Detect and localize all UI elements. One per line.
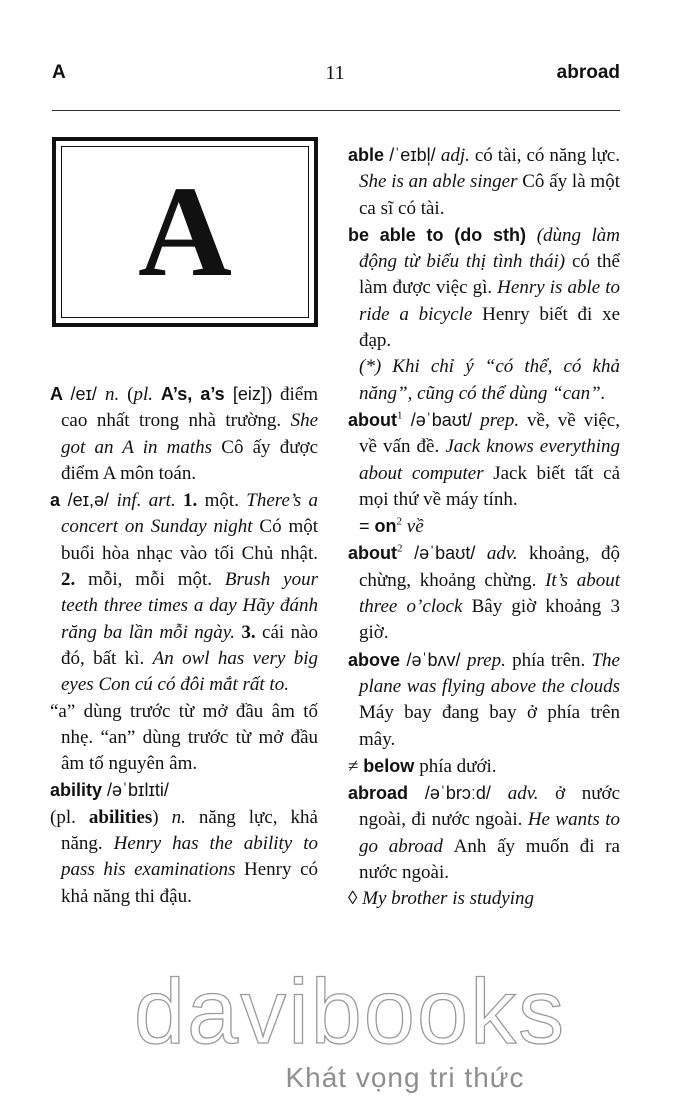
entry-text: She is an able singer xyxy=(359,171,523,193)
entry-text: He wants to go abroad xyxy=(359,809,621,857)
entry-text: abilities xyxy=(88,806,153,828)
dictionary-entry xyxy=(348,886,620,912)
headword: about xyxy=(348,543,397,564)
entry-text: Henry is able to ride a bicycle xyxy=(359,277,620,325)
pronunciation: /əˈbaʊt/ xyxy=(410,409,481,430)
headword: be able to (do sth) xyxy=(348,224,537,245)
entry-text: Cô ấy là một ca sĩ có tài. xyxy=(359,171,620,219)
dictionary-entry xyxy=(50,487,318,698)
entry-text: prep. xyxy=(466,649,513,671)
watermark-tagline: Khát vọng tri thức xyxy=(285,1062,525,1093)
left-column xyxy=(50,381,318,910)
entry-text: ở nước ngoài, đi nước ngoài. xyxy=(359,783,621,831)
entry-text: My brother is studying xyxy=(362,888,535,910)
entry-text: Anh ấy muốn đi ra nước ngoài. xyxy=(359,835,620,884)
entry-text: 1 xyxy=(397,409,403,422)
pronunciation: /eɪ,ə/ xyxy=(67,490,117,511)
headword: A’s, a’s xyxy=(160,384,233,404)
entry-text: Có một buổi hòa nhạc vào tối Chủ nhật. xyxy=(61,516,318,564)
entry-text: ≠ xyxy=(348,755,364,777)
headword: abroad xyxy=(348,783,425,804)
entry-text: There’s a concert on Sunday night xyxy=(61,490,319,538)
pronunciation: /əˈbɪlɪti/ xyxy=(107,780,169,801)
entry-text: adv. xyxy=(486,543,529,565)
entry-text: pl. xyxy=(133,384,161,405)
headword: below xyxy=(363,755,420,776)
entry-text: “a” dùng trước từ mở đầu âm tố nhẹ. “an” dùng trước từ mở đầu âm tố nguyên âm. xyxy=(50,700,318,775)
entry-text: 1. xyxy=(183,490,205,512)
entry-text: adv. xyxy=(507,783,556,805)
pronunciation: /əˈbaʊt/ xyxy=(414,543,487,564)
dictionary-entry xyxy=(50,381,318,487)
entry-text: cái nào đó, bất kì. xyxy=(61,621,319,669)
dictionary-entry xyxy=(50,805,318,910)
entry-text: Máy bay đang bay ở phía trên mây. xyxy=(359,702,620,750)
headword: a xyxy=(50,490,68,511)
dictionary-entry xyxy=(50,699,318,778)
dictionary-entry xyxy=(348,540,620,646)
entry-text: khoảng, độ chừng, khoảng chừng. xyxy=(359,543,620,591)
section-letter-box xyxy=(52,137,318,327)
entry-text: Bây giờ khoảng 3 giờ. xyxy=(359,596,620,644)
watermark-brand: davibooks xyxy=(133,961,567,1063)
entry-text: (pl. xyxy=(50,806,89,828)
entry-text: inf. art. xyxy=(116,490,184,512)
entry-text: ) điểm cao nhất trong nhà trường. xyxy=(61,384,319,432)
dictionary-entry xyxy=(348,407,620,513)
dictionary-entry xyxy=(348,354,620,407)
headword: ability xyxy=(50,780,108,801)
dictionary-entry xyxy=(348,647,620,753)
dictionary-entry xyxy=(348,513,620,540)
entry-text: 2 xyxy=(396,515,403,528)
entry-text: có tài, có năng lực. xyxy=(474,145,620,166)
guide-word-right: abroad xyxy=(556,62,620,83)
entry-text: năng lực, khả năng. xyxy=(61,806,318,855)
dictionary-entry xyxy=(348,753,620,780)
pronunciation: [eiz] xyxy=(232,384,266,404)
entry-text: Cô ấy được điểm A môn toán. xyxy=(61,436,319,484)
entry-text: phía dưới. xyxy=(419,755,497,777)
guide-word-left: A xyxy=(52,62,66,83)
entry-text: She got an A in maths xyxy=(61,410,318,458)
entry-text: Henry has the ability to pass his examinations xyxy=(61,833,318,881)
section-letter-inner-frame xyxy=(61,146,309,318)
entry-text: Henry biết đi xe đạp. xyxy=(359,303,620,352)
headword: able xyxy=(348,145,390,165)
right-column xyxy=(348,142,620,913)
pronunciation: = xyxy=(359,516,375,537)
entry-text: 2. xyxy=(61,569,89,591)
entry-text: Henry có khả năng thi đậu. xyxy=(61,859,319,907)
entry-text: phía trên. xyxy=(512,649,592,671)
headword xyxy=(403,410,411,430)
headword: A xyxy=(50,384,71,404)
entry-text: 2 xyxy=(397,543,403,556)
dictionary-entry xyxy=(50,777,318,804)
entry-text: n. xyxy=(105,384,128,405)
entry-text: có thể làm được việc gì. xyxy=(359,251,620,299)
entry-text: về, về việc, về vấn đề. xyxy=(359,409,620,458)
entry-text: adj. xyxy=(440,145,475,166)
entry-text: ◊ xyxy=(348,888,363,910)
entry-text: ( xyxy=(127,384,134,405)
page-number: 11 xyxy=(325,62,345,84)
entry-text: (dùng làm động từ biểu thị tình thái) xyxy=(359,224,621,273)
entry-text: mỗi, mỗi một. xyxy=(88,569,225,591)
pronunciation: /əˈbʌv/ xyxy=(406,649,467,670)
entry-text: It’s about three o’clock xyxy=(359,569,620,618)
entry-text: 3. xyxy=(241,621,263,643)
entry-text: Jack biết tất cả mọi thứ về máy tính. xyxy=(359,462,621,510)
entry-text: Jack knows everything about computer xyxy=(359,436,620,484)
headword: on xyxy=(374,516,397,537)
entry-text: n. xyxy=(171,806,199,828)
entry-text: một. xyxy=(204,490,247,512)
entry-text: The plane was flying above the clouds xyxy=(359,649,620,697)
section-letter: A xyxy=(138,160,232,304)
header-rule xyxy=(52,110,620,111)
pronunciation: /eɪ/ xyxy=(70,384,105,404)
headword: about xyxy=(348,409,397,430)
dictionary-entry xyxy=(348,142,620,222)
pronunciation: /əˈbrɔːd/ xyxy=(424,783,508,804)
dictionary-entry xyxy=(348,222,620,354)
headword: above xyxy=(348,649,407,670)
entry-text: prep. xyxy=(480,409,528,431)
entry-text: ) xyxy=(152,806,172,828)
pronunciation: /ˈeɪbl̩/ xyxy=(389,145,441,165)
headword xyxy=(403,543,415,563)
entry-text: An owl has very big eyes Con cú có đôi mắt rất to. xyxy=(61,647,318,696)
entry-text: (*) Khi chỉ ý “có thể, có khả năng”, cũng có thể dùng “can”. xyxy=(359,356,620,404)
dictionary-entry xyxy=(348,780,620,886)
entry-text: Brush your teeth three times a day Hãy đánh răng ba lần mỗi ngày. xyxy=(61,569,318,643)
entry-text: về xyxy=(402,516,424,538)
